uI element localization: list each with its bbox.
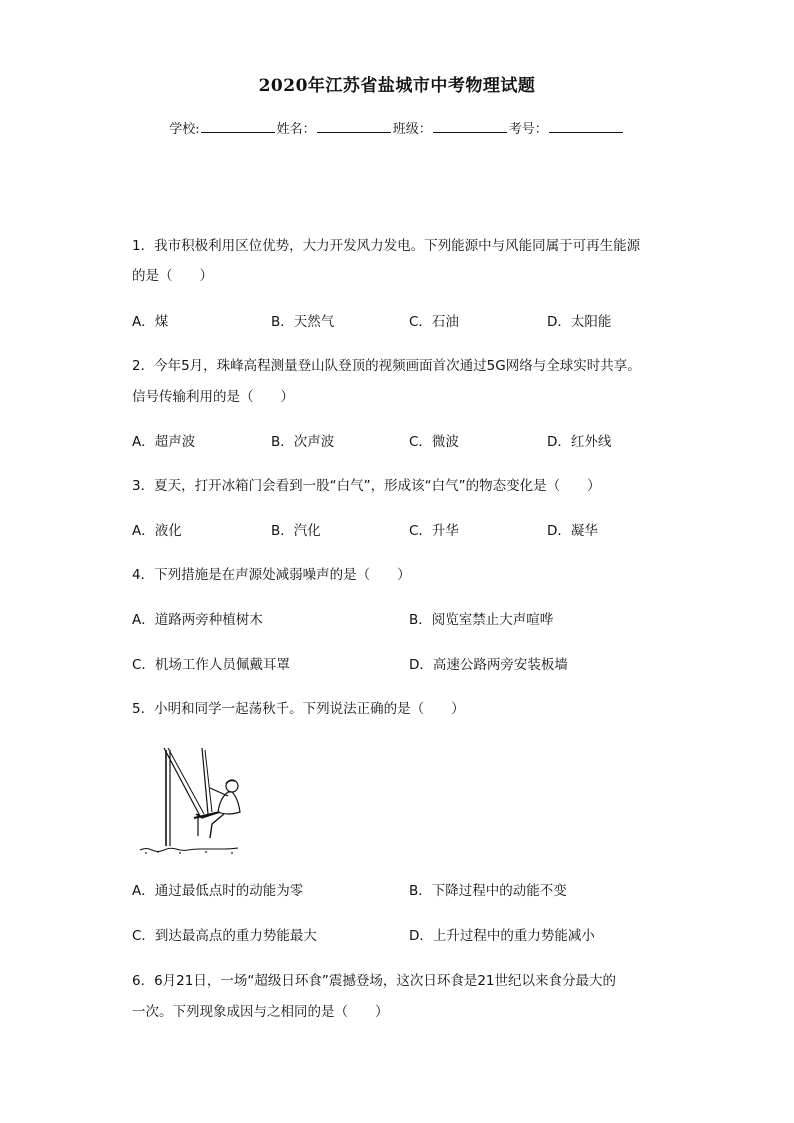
- question-3-option-b: B．汽化: [271, 523, 321, 539]
- question-2-option-c: C．微波: [409, 434, 459, 450]
- id-label: 考号：: [508, 122, 548, 137]
- question-5-option-b: B．下降过程中的动能不变: [409, 883, 567, 899]
- class-label: 班级：: [392, 122, 432, 137]
- name-label: 姓名：: [276, 122, 316, 137]
- question-1-stem-cont: 的是（ ）: [132, 268, 213, 284]
- question-3-option-d: D．凝华: [547, 523, 598, 539]
- page-title: 2020年江苏省盐城市中考物理试题: [258, 76, 536, 96]
- school-blank: [201, 120, 275, 133]
- student-info-row: [0, 118, 794, 137]
- question-2-stem: 2．今年5月，珠峰高程测量登山队登顶的视频画面首次通过5G网络与全球实时共享。: [132, 358, 641, 374]
- question-1-option-a: A．煤: [132, 314, 169, 330]
- question-4-stem: 4．下列措施是在声源处减弱噪声的是（ ）: [132, 567, 411, 583]
- question-5-option-d: D．上升过程中的重力势能减小: [409, 928, 595, 944]
- question-1-option-c: C．石油: [409, 314, 459, 330]
- swing-illustration: [136, 742, 246, 857]
- question-2-option-a: A．超声波: [132, 434, 196, 450]
- question-4-option-d: D．高速公路两旁安装板墙: [409, 657, 568, 673]
- question-4-option-a: A．道路两旁种植树木: [132, 612, 263, 628]
- question-2-option-d: D．红外线: [547, 434, 612, 450]
- name-blank: [317, 120, 391, 133]
- school-label: 学校:: [169, 122, 200, 137]
- question-1-option-b: B．天然气: [271, 314, 335, 330]
- question-3-option-a: A．液化: [132, 523, 182, 539]
- question-5-option-a: A．通过最低点时的动能为零: [132, 883, 304, 899]
- question-2-stem-cont: 信号传输利用的是（ ）: [132, 389, 294, 405]
- question-4-option-c: C．机场工作人员佩戴耳罩: [132, 657, 290, 673]
- question-5-stem: 5．小明和同学一起荡秋千。下列说法正确的是（ ）: [132, 701, 465, 717]
- question-3-option-c: C．升华: [409, 523, 459, 539]
- id-blank: [549, 120, 623, 133]
- class-blank: [433, 120, 507, 133]
- question-4-option-b: B．阅览室禁止大声喧哗: [409, 612, 554, 628]
- question-6-stem-cont: 一次。下列现象成因与之相同的是（ ）: [132, 1004, 389, 1020]
- question-1-option-d: D．太阳能: [547, 314, 612, 330]
- question-5-option-c: C．到达最高点的重力势能最大: [132, 928, 317, 944]
- question-2-option-b: B．次声波: [271, 434, 335, 450]
- question-3-stem: 3．夏天，打开冰箱门会看到一股“白气”，形成该“白气”的物态变化是（ ）: [132, 478, 601, 494]
- question-6-stem: 6．6月21日，一场“超级日环食”震撼登场，这次日环食是21世纪以来食分最大的: [132, 973, 617, 989]
- question-1-stem: 1．我市积极利用区位优势，大力开发风力发电。下列能源中与风能同属于可再生能源: [132, 238, 641, 254]
